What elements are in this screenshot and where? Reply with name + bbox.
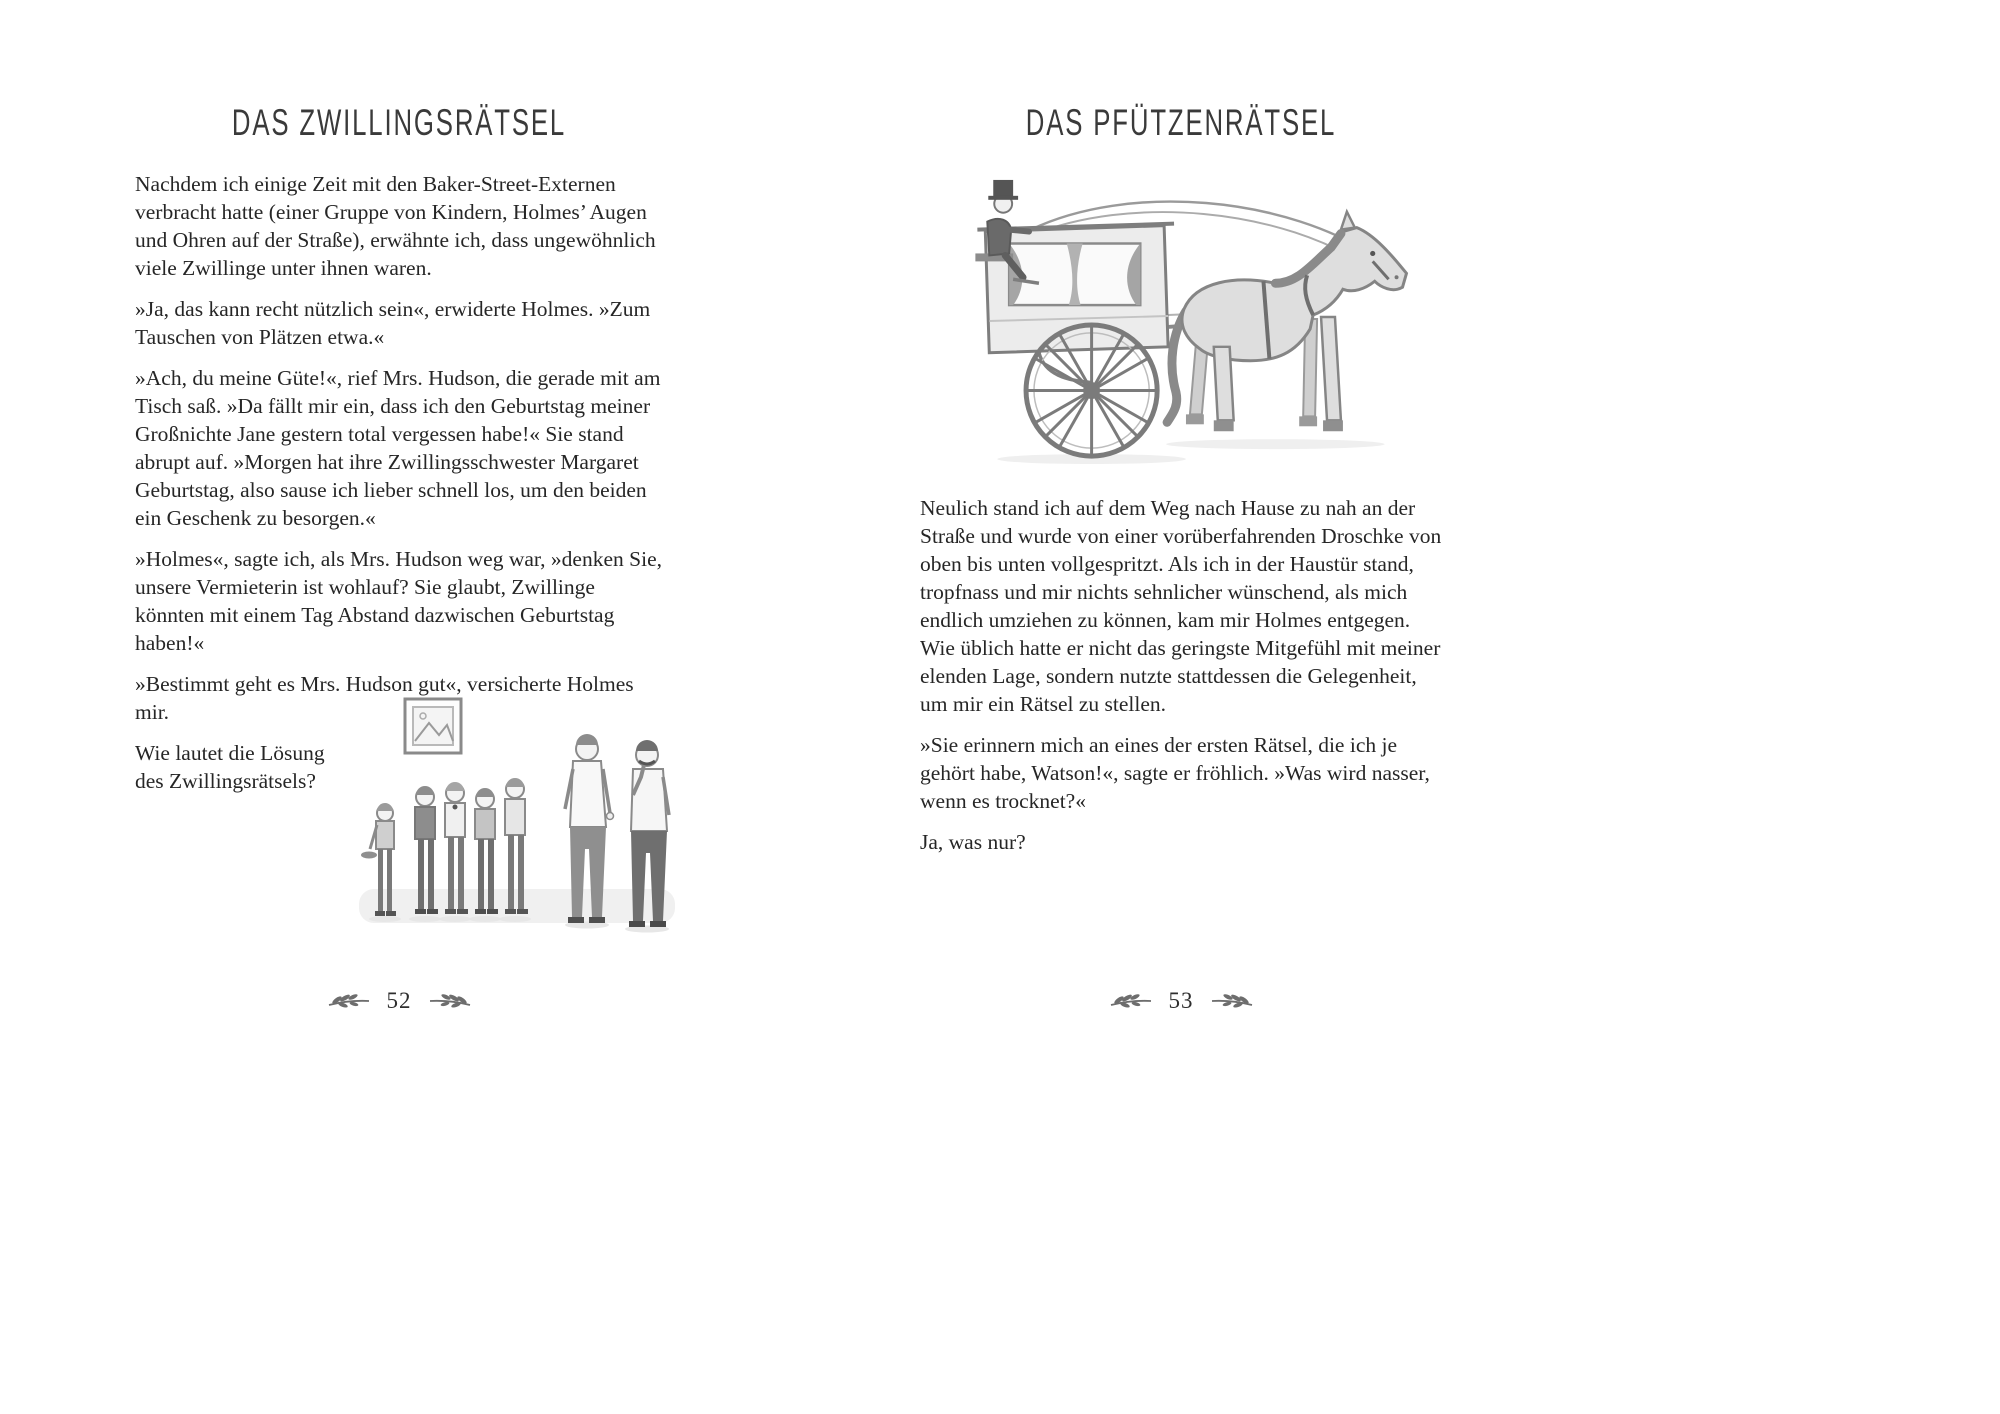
picture-frame-icon: [405, 699, 461, 753]
left-page-footer: [135, 988, 663, 1014]
horse: [1167, 212, 1406, 432]
right-paragraph-2: »Sie erinnern mich an eines der ersten Rätsel, die ich je gehört habe, Watson!«, sagte er fröhlich. »Was wird nasser, wenn es trocknet?«: [920, 733, 1430, 813]
left-paragraph-2: »Ja, das kann recht nützlich sein«, erwiderte Holmes. »Zum Tauschen von Plätzen etwa.«: [135, 297, 651, 349]
left-page-number: 52: [386, 988, 412, 1013]
left-chapter-title: DAS ZWILLINGSRÄTSEL: [231, 101, 567, 143]
left-paragraph-5: »Bestimmt geht es Mrs. Hudson gut«, versicherte Holmes mir.: [135, 672, 634, 724]
group-illustration: [347, 697, 687, 937]
right-page-number: 53: [1168, 988, 1194, 1013]
leaf-ornament-icon: [1109, 992, 1153, 1010]
left-page: [135, 100, 663, 943]
carriage-illustration-svg: [946, 170, 1416, 468]
left-paragraph-3: »Ach, du meine Güte!«, rief Mrs. Hudson, die gerade mit am Tisch saß. »Da fällt mir ein, dass ich den Geburtstag meiner Großnichte Jane gestern total vergessen habe!« Sie stand abrupt auf. »Morgen hat ihre Zwillingsschwester Margaret Geburtstag, also sause ich lieber schnell los, um den beiden ein Geschenk zu besorgen.«: [135, 366, 661, 530]
left-question-paragraph: Wie lautet die Lösung des Zwillingsrätsels?: [135, 741, 325, 793]
left-paragraph-4: »Holmes«, sagte ich, als Mrs. Hudson weg war, »denken Sie, unsere Vermieterin ist wohlauf? Sie glaubt, Zwillinge könnten mit einem Tag Abstand dazwischen Geburtstag haben!«: [135, 547, 662, 655]
leaf-ornament-icon: [327, 992, 371, 1010]
right-paragraph-1: Neulich stand ich auf dem Weg nach Hause zu nah an der Straße und wurde von einer vorüberfahrenden Droschke von oben bis unten vollgespritzt. Als ich in der Haustür stand, tropfnass und mir nichts sehnlicher wünschend, als mich endlich umziehen zu können, kam mir Holmes entgegen. Wie üblich hatte er nicht das geringste Mitgefühl mit meiner elenden Lage, sondern nutzte stattdessen die Gelegenheit, um mir ein Rätsel zu stellen.: [920, 496, 1442, 716]
right-chapter-title: DAS PFÜTZENRÄTSEL: [1025, 101, 1337, 143]
carriage-wheel: [1026, 325, 1157, 456]
right-page: [920, 100, 1442, 869]
leaf-ornament-icon: [428, 992, 472, 1010]
carriage-illustration: [946, 170, 1416, 468]
group-illustration-svg: [347, 697, 687, 937]
right-page-footer: [920, 988, 1442, 1014]
right-paragraph-3: Ja, was nur?: [920, 830, 1026, 854]
leaf-ornament-icon: [1210, 992, 1254, 1010]
ground-shadow: [1166, 439, 1385, 449]
left-paragraph-1: Nachdem ich einige Zeit mit den Baker-Street-Externen verbracht hatte (einer Gruppe von Kindern, Holmes’ Augen und Ohren auf der Straße), erwähnte ich, dass ungewöhnlich viele Zwillinge unter ihnen waren.: [135, 172, 656, 280]
